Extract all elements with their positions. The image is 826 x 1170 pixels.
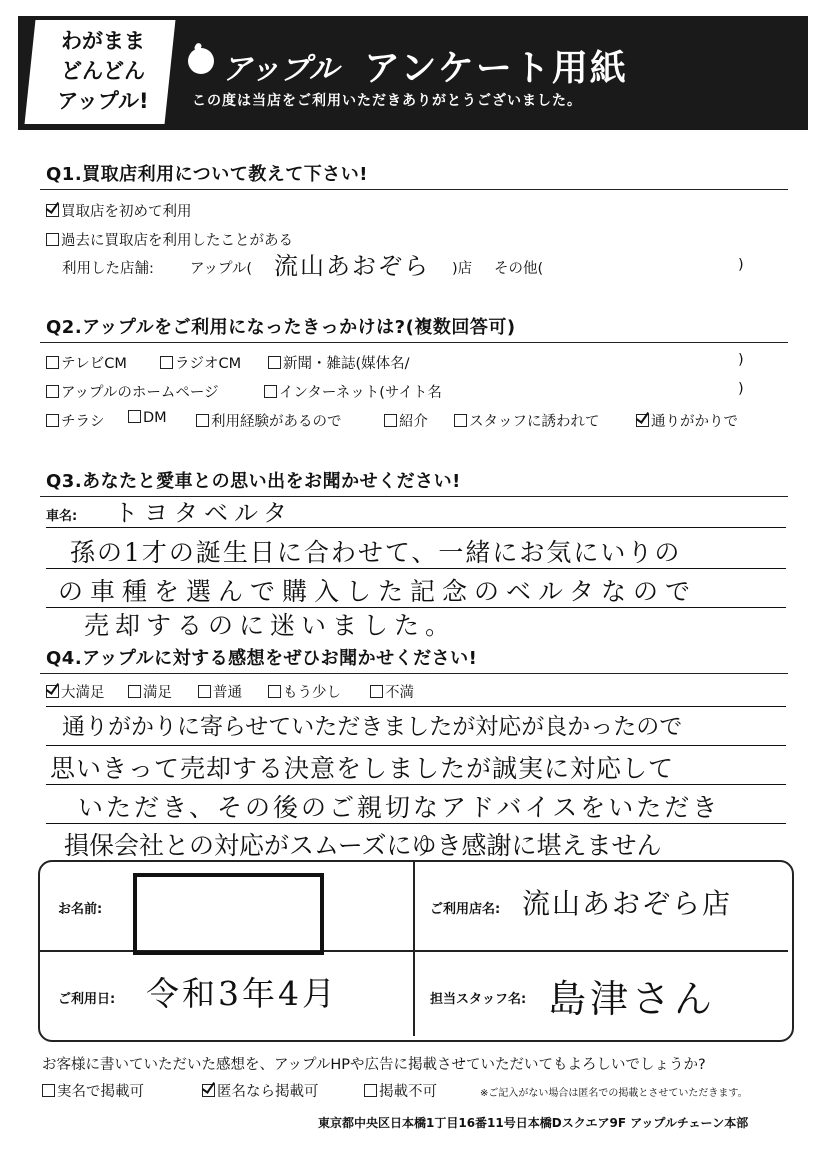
q4-rating-dissatisfied[interactable]: 不満	[370, 681, 414, 702]
consent-option-real-name[interactable]: 実名で掲載可	[42, 1080, 144, 1101]
slogan-line-3: アップル!	[57, 89, 149, 113]
q4-line-1	[46, 706, 786, 707]
consent-question: お客様に書いていただいた感想を、アップルHPや広告に掲載させていただいてもよろしいでしょうか?	[42, 1057, 706, 1073]
checkbox[interactable]	[370, 685, 383, 698]
consent-note: ※ご記入がない場合は匿名での掲載とさせていただきます。	[480, 1088, 748, 1099]
q1-other-label: その他(	[494, 261, 544, 277]
q1-option-first-time[interactable]: 買取店を初めて利用	[46, 200, 192, 221]
q3-answer-line-2[interactable]: の車種を選んで購入した記念のベルタなので	[58, 577, 698, 606]
q4-answer-line-4[interactable]: 損保会社との対応がスムーズにゆき感謝に堪えません	[64, 831, 662, 860]
q2-option-flyer[interactable]: チラシ	[46, 410, 105, 431]
footer-address: 東京都中央区日本橋1丁目16番11号日本橋Dスクエア9F アップルチェーン本部	[318, 1116, 749, 1130]
q1-title: Q1.買取店利用について教えて下さい!	[46, 164, 369, 185]
brand-logo: アップル	[222, 52, 339, 87]
checkbox[interactable]	[128, 410, 141, 423]
consent-option-not-allowed[interactable]: 掲載不可	[364, 1080, 437, 1101]
q3-line-1	[46, 527, 786, 528]
q4-line-4	[46, 823, 786, 824]
q4-rule	[40, 673, 788, 674]
q3-line-2	[46, 568, 786, 569]
date-handwritten[interactable]: 令和3年4月	[146, 974, 338, 1013]
q3-car-name-handwritten[interactable]: トヨタベルタ	[114, 499, 294, 527]
slogan-line-1: わがまま	[61, 29, 145, 53]
q2-row2-close: )	[738, 381, 744, 397]
q1-option-used-before[interactable]: 過去に買取店を利用したことがある	[46, 229, 293, 250]
q1-used-store-label: 利用した店舗:	[62, 261, 154, 277]
q2-option-tv-cm[interactable]: テレビCM	[46, 352, 127, 373]
form-title: アンケート用紙	[364, 48, 628, 89]
q4-rating-a-little-more[interactable]: もう少し	[268, 681, 341, 702]
q4-title: Q4.アップルに対する感想をぜひお聞かせください!	[46, 648, 478, 669]
checkbox-checked[interactable]	[46, 204, 59, 217]
name-label: お名前:	[58, 902, 103, 917]
checkbox-checked[interactable]	[202, 1084, 215, 1097]
q2-option-dm[interactable]: DM	[128, 410, 167, 426]
q4-answer-line-1[interactable]: 通りがかりに寄らせていただきましたが対応が良かったので	[62, 714, 683, 740]
q2-option-experience[interactable]: 利用経験があるので	[196, 410, 342, 431]
checkbox[interactable]	[46, 356, 59, 369]
checkbox[interactable]	[268, 356, 281, 369]
q3-answer-line-1[interactable]: 孫の1才の誕生日に合わせて、一緒にお気にいりの	[70, 538, 682, 567]
checkbox[interactable]	[264, 385, 277, 398]
q1-store-suffix: )店	[452, 261, 473, 277]
q2-option-homepage[interactable]: アップルのホームページ	[46, 381, 219, 402]
q3-car-label: 車名:	[46, 509, 78, 524]
consent-option-anonymous[interactable]: 匿名なら掲載可	[202, 1080, 319, 1101]
q3-answer-line-3[interactable]: 売却するのに迷いました。	[84, 611, 457, 640]
q4-line-2	[46, 745, 786, 746]
checkbox[interactable]	[46, 233, 59, 246]
info-vertical-divider	[413, 862, 415, 1036]
q4-rating-satisfied[interactable]: 満足	[128, 681, 172, 702]
q4-answer-line-3[interactable]: いただき、その後のご親切なアドバイスをいただき	[78, 793, 721, 822]
q4-rating-very-satisfied[interactable]: 大満足	[46, 681, 105, 702]
q2-option-passing-by[interactable]: 通りがかりで	[636, 410, 738, 431]
q1-other-close: )	[738, 257, 744, 273]
q4-rating-normal[interactable]: 普通	[198, 681, 242, 702]
q2-option-internet[interactable]: インターネット(サイト名	[264, 381, 442, 402]
store-label: ご利用店名:	[430, 902, 501, 917]
checkbox[interactable]	[128, 685, 141, 698]
slogan-text	[38, 26, 168, 116]
staff-name-handwritten[interactable]: 島津さん	[548, 977, 717, 1021]
apple-logo-icon	[188, 48, 214, 74]
q4-answer-line-2[interactable]: 思いきって売却する決意をしましたが誠実に対応して	[50, 754, 675, 783]
staff-label: 担当スタッフ名:	[430, 992, 527, 1007]
q2-rule	[40, 342, 788, 343]
q1-apple-store-handwritten[interactable]: 流山あおぞら	[274, 252, 430, 280]
q4-line-3	[46, 784, 786, 785]
q1-rule	[40, 189, 788, 190]
checkbox[interactable]	[160, 356, 173, 369]
q2-option-radio-cm[interactable]: ラジオCM	[160, 352, 241, 373]
checkbox[interactable]	[196, 414, 209, 427]
checkbox[interactable]	[384, 414, 397, 427]
checkbox[interactable]	[268, 685, 281, 698]
checkbox[interactable]	[42, 1084, 55, 1097]
q2-row1-close: )	[738, 352, 744, 368]
q2-option-staff-invited[interactable]: スタッフに誘われて	[454, 410, 600, 431]
q2-option-referral[interactable]: 紹介	[384, 410, 428, 431]
checkbox[interactable]	[46, 385, 59, 398]
checkbox[interactable]	[364, 1084, 377, 1097]
checkbox[interactable]	[46, 414, 59, 427]
slogan-line-2: どんどん	[61, 59, 145, 83]
checkbox-checked[interactable]	[46, 685, 59, 698]
q2-option-newspaper[interactable]: 新聞・雑誌(媒体名/	[268, 352, 410, 373]
q2-title: Q2.アップルをご利用になったきっかけは?(複数回答可)	[46, 317, 516, 338]
date-label: ご利用日:	[58, 992, 116, 1007]
form-subtitle: この度は当店をご利用いただきありがとうございました。	[192, 93, 582, 109]
store-name-handwritten[interactable]: 流山あおぞら店	[522, 887, 733, 920]
q1-apple-label: アップル(	[190, 261, 253, 277]
name-field-redacted[interactable]	[133, 873, 324, 955]
checkbox-checked[interactable]	[636, 414, 649, 427]
checkbox[interactable]	[454, 414, 467, 427]
q3-title: Q3.あなたと愛車との思い出をお聞かせください!	[46, 471, 461, 492]
checkbox[interactable]	[198, 685, 211, 698]
